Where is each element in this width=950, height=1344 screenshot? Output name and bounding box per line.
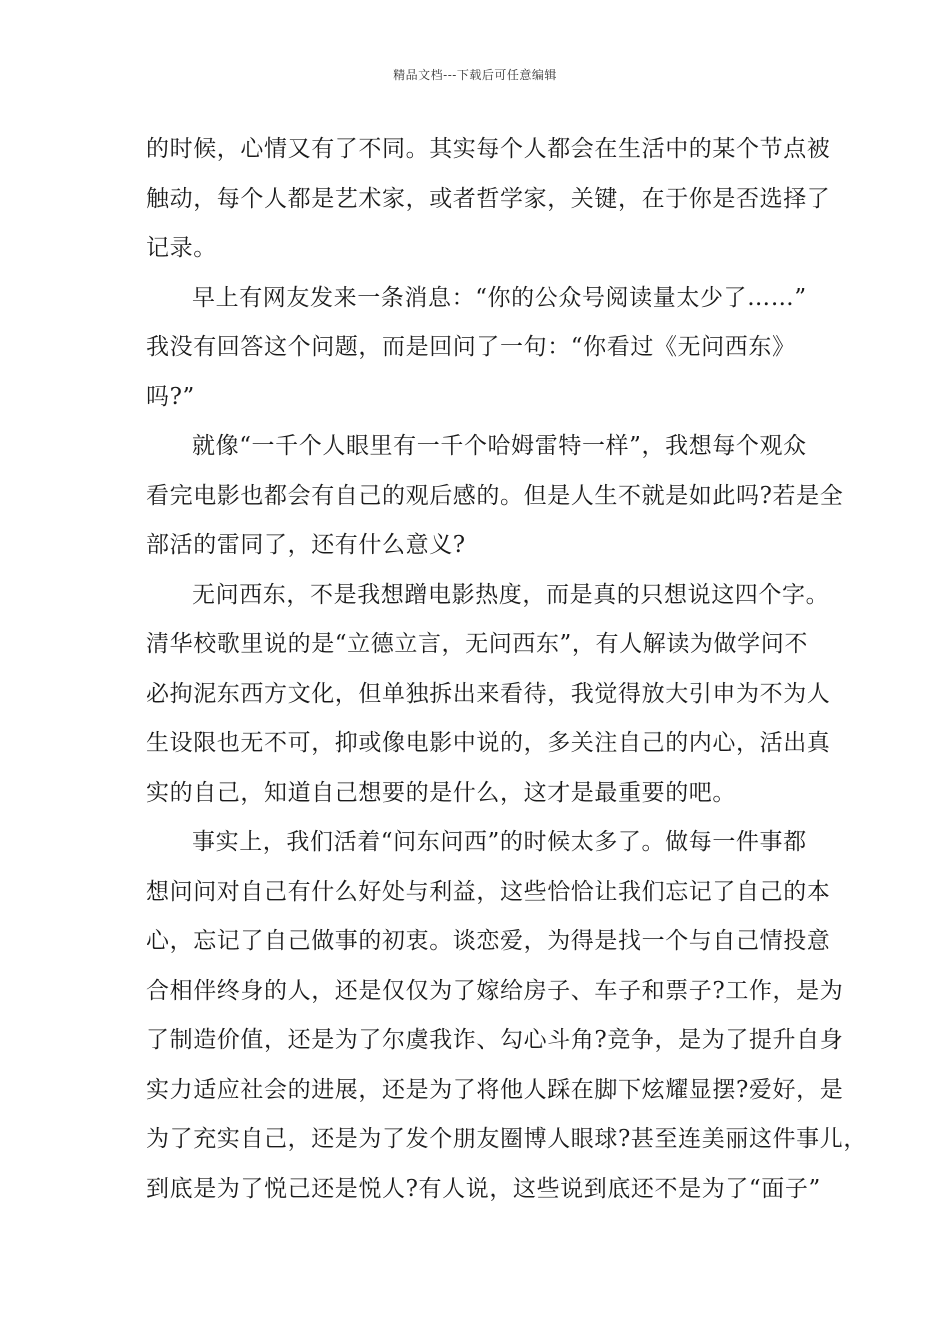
text-line: 心，忘记了自己做事的初衷。谈恋爱，为得是找一个与自己情投意 — [146, 928, 831, 954]
text-line: 清华校歌里说的是“立德立言，无问西东”，有人解读为做学问不 — [146, 631, 808, 657]
page-header: 精品文档---下载后可任意编辑 — [393, 68, 557, 82]
paragraph-first-line: 就像“一千个人眼里有一千个哈姆雷特一样”，我想每个观众 — [192, 433, 807, 459]
body-text — [146, 125, 867, 1214]
text-line: 想问问对自己有什么好处与利益，这些恰恰让我们忘记了自己的本 — [146, 878, 831, 905]
text-line: 看完电影也都会有自己的观后感的。但是人生不就是如此吗?若是全 — [146, 482, 844, 509]
text-line: 生设限也无不可，抑或像电影中说的，多关注自己的内心，活出真 — [146, 730, 831, 756]
text-line: 必拘泥东西方文化，但单独拆出来看待，我觉得放大引申为不为人 — [146, 680, 831, 707]
paragraph-first-line: 早上有网友发来一条消息：“你的公众号阅读量太少了……” — [192, 284, 807, 311]
text-line: 我没有回答这个问题，而是回问了一句：“你看过《无问西东》 — [146, 334, 796, 360]
text-line: 了制造价值，还是为了尔虞我诈、勾心斗角?竞争，是为了提升自身 — [146, 1027, 844, 1053]
text-line: 为了充实自己，还是为了发个朋友圈博人眼球?甚至连美丽这件事儿， — [146, 1126, 867, 1152]
text-line: 合相伴终身的人，还是仅仅为了嫁给房子、车子和票子?工作，是为 — [146, 977, 844, 1004]
text-line: 实力适应社会的进展，还是为了将他人踩在脚下炫耀显摆?爱好，是 — [146, 1076, 844, 1103]
text-line: 记录。 — [146, 235, 217, 261]
text-line: 吗?” — [146, 383, 195, 410]
text-line: 实的自己，知道自己想要的是什么，这才是最重要的吧。 — [146, 779, 736, 806]
text-line: 的时候，心情又有了不同。其实每个人都会在生活中的某个节点被 — [146, 136, 831, 162]
text-line: 触动，每个人都是艺术家，或者哲学家，关键，在于你是否选择了 — [146, 185, 831, 212]
text-line: 到底是为了悦己还是悦人?有人说，这些说到底还不是为了“面子” — [146, 1175, 821, 1202]
text-line: 部活的雷同了，还有什么意义? — [146, 532, 466, 558]
paragraph-first-line: 无问西东，不是我想蹭电影热度，而是真的只想说这四个字。 — [192, 581, 830, 608]
paragraph-first-line: 事实上，我们活着“问东问西”的时候太多了。做每一件事都 — [192, 829, 807, 855]
